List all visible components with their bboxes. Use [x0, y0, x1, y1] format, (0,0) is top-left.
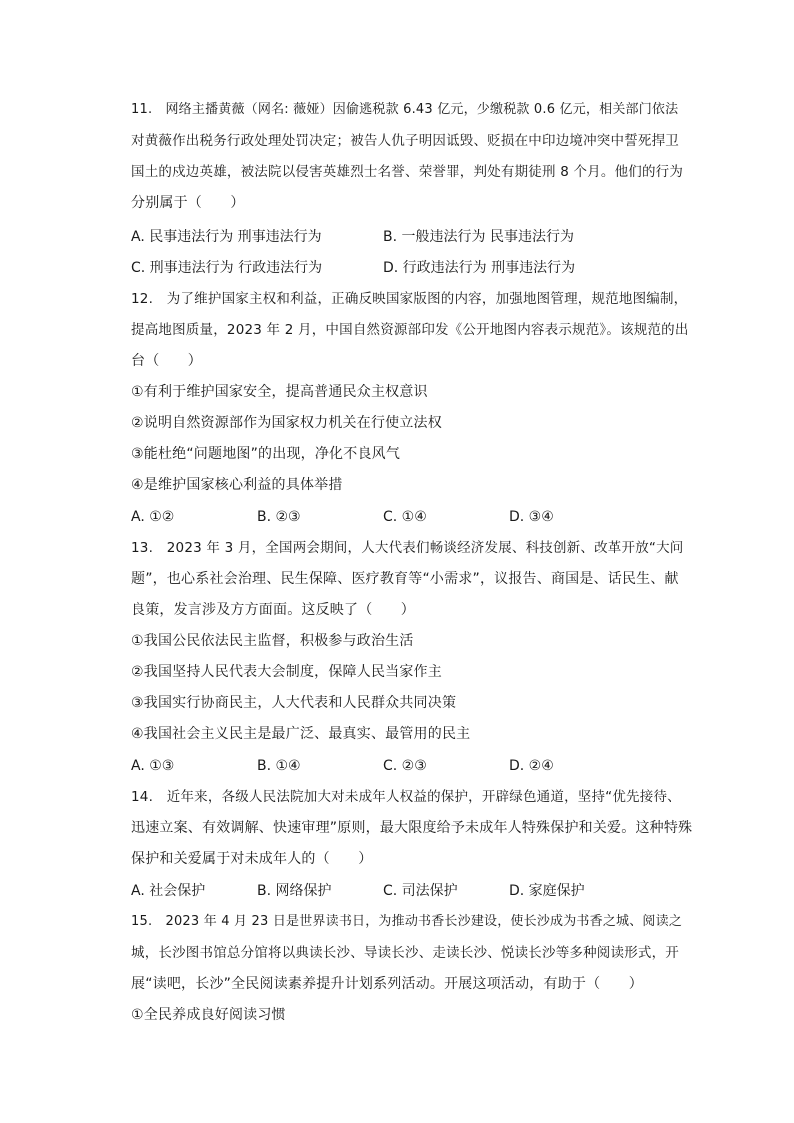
q15-stem-line-2: 城，长沙图书馆总分馆将以典读长沙、导读长沙、走读长沙、悦读长沙等多种阅读形式，开: [131, 945, 679, 961]
q15-statement-1: ①全民养成良好阅读习惯: [131, 1007, 286, 1023]
q12-option-d: D. ③④: [509, 509, 554, 525]
q11-stem-line-4: 分别属于（ ）: [131, 195, 245, 211]
q13-statement-3: ③我国实行协商民主，人大代表和人民群众共同决策: [131, 695, 457, 711]
q15-stem-line-3: 展“读吧，长沙”全民阅读素养提升计划系列活动。开展这项活动，有助于（ ）: [131, 976, 643, 992]
q12-statement-3: ③能杜绝“问题地图”的出现，净化不良风气: [131, 446, 401, 462]
q13-option-c: C. ②③: [383, 758, 427, 774]
q12-statement-2: ②说明自然资源部作为国家权力机关在行使立法权: [131, 415, 442, 431]
q12-option-a: A. ①②: [131, 509, 175, 525]
q13-option-a: A. ①③: [131, 758, 175, 774]
q12-stem-line-2: 提高地图质量，2023 年 2 月，中国自然资源部印发《公开地图内容表示规范》。该规范的出: [131, 322, 689, 338]
q11-option-a: A. 民事违法行为 刑事违法行为: [131, 229, 322, 245]
q13-stem-line-3: 良策，发言涉及方方面面。这反映了（ ）: [131, 602, 415, 618]
q14-stem-line-1: 14. 近年来，各级人民法院加大对未成年人权益的保护，开辟绿色通道，坚持“优先接待、: [131, 789, 681, 805]
q13-stem-line-2: 题”，也心系社会治理、民生保障、医疗教育等“小需求”，议报告、商国是、话民生、献: [131, 571, 679, 587]
q13-option-b: B. ①④: [257, 758, 301, 774]
q12-statement-1: ①有利于维护国家安全，提高普通民众主权意识: [131, 384, 428, 400]
q13-statement-4: ④我国社会主义民主是最广泛、最真实、最管用的民主: [131, 726, 471, 742]
q12-stem-line-3: 台（ ）: [131, 353, 202, 369]
q13-option-d: D. ②④: [509, 758, 554, 774]
q11-option-b: B. 一般违法行为 民事违法行为: [383, 229, 574, 245]
q14-stem-line-3: 保护和关爱属于对未成年人的（ ）: [131, 851, 373, 867]
q14-option-a: A. 社会保护: [131, 883, 206, 899]
q12-statement-4: ④是维护国家核心利益的具体举措: [131, 477, 343, 493]
q11-stem-line-2: 对黄薇作出税务行政处理处罚决定；被告人仇子明因诋毁、贬损在中印边境冲突中誓死捍卫: [131, 133, 679, 149]
q11-stem-line-1: 11. 网络主播黄薇（网名: 薇娅）因偷逃税款 6.43 亿元，少缴税款 0.6 亿元，相关部门依法: [131, 102, 679, 117]
q15-stem-line-1: 15. 2023 年 4 月 23 日是世界读书日，为推动书香长沙建设，使长沙成为书香之城、阅读之: [131, 914, 683, 929]
q12-option-b: B. ②③: [257, 509, 301, 525]
q13-statement-1: ①我国公民依法民主监督，积极参与政治生活: [131, 633, 414, 649]
q11-stem-line-3: 国土的戍边英雄，被法院以侵害英雄烈士名誉、荣誉罪，判处有期徒刑 8 个月。他们的行为: [131, 164, 684, 180]
q13-stem-line-1: 13. 2023 年 3 月，全国两会期间，人大代表们畅谈经济发展、科技创新、改革开放“大问: [131, 540, 684, 556]
q12-option-c: C. ①④: [383, 509, 427, 525]
q14-option-b: B. 网络保护: [257, 883, 332, 899]
q14-option-d: D. 家庭保护: [509, 883, 585, 899]
q11-option-c: C. 刑事违法行为 行政违法行为: [131, 260, 323, 276]
q14-stem-line-2: 迅速立案、有效调解、快速审理”原则，最大限度给予未成年人特殊保护和关爱。这种特殊: [131, 820, 693, 836]
q11-option-d: D. 行政违法行为 刑事违法行为: [383, 260, 576, 276]
q12-stem-line-1: 12. 为了维护国家主权和利益，正确反映国家版图的内容，加强地图管理，规范地图编制，: [131, 291, 688, 307]
q14-option-c: C. 司法保护: [383, 883, 458, 899]
q13-statement-2: ②我国坚持人民代表大会制度，保障人民当家作主: [131, 664, 442, 680]
